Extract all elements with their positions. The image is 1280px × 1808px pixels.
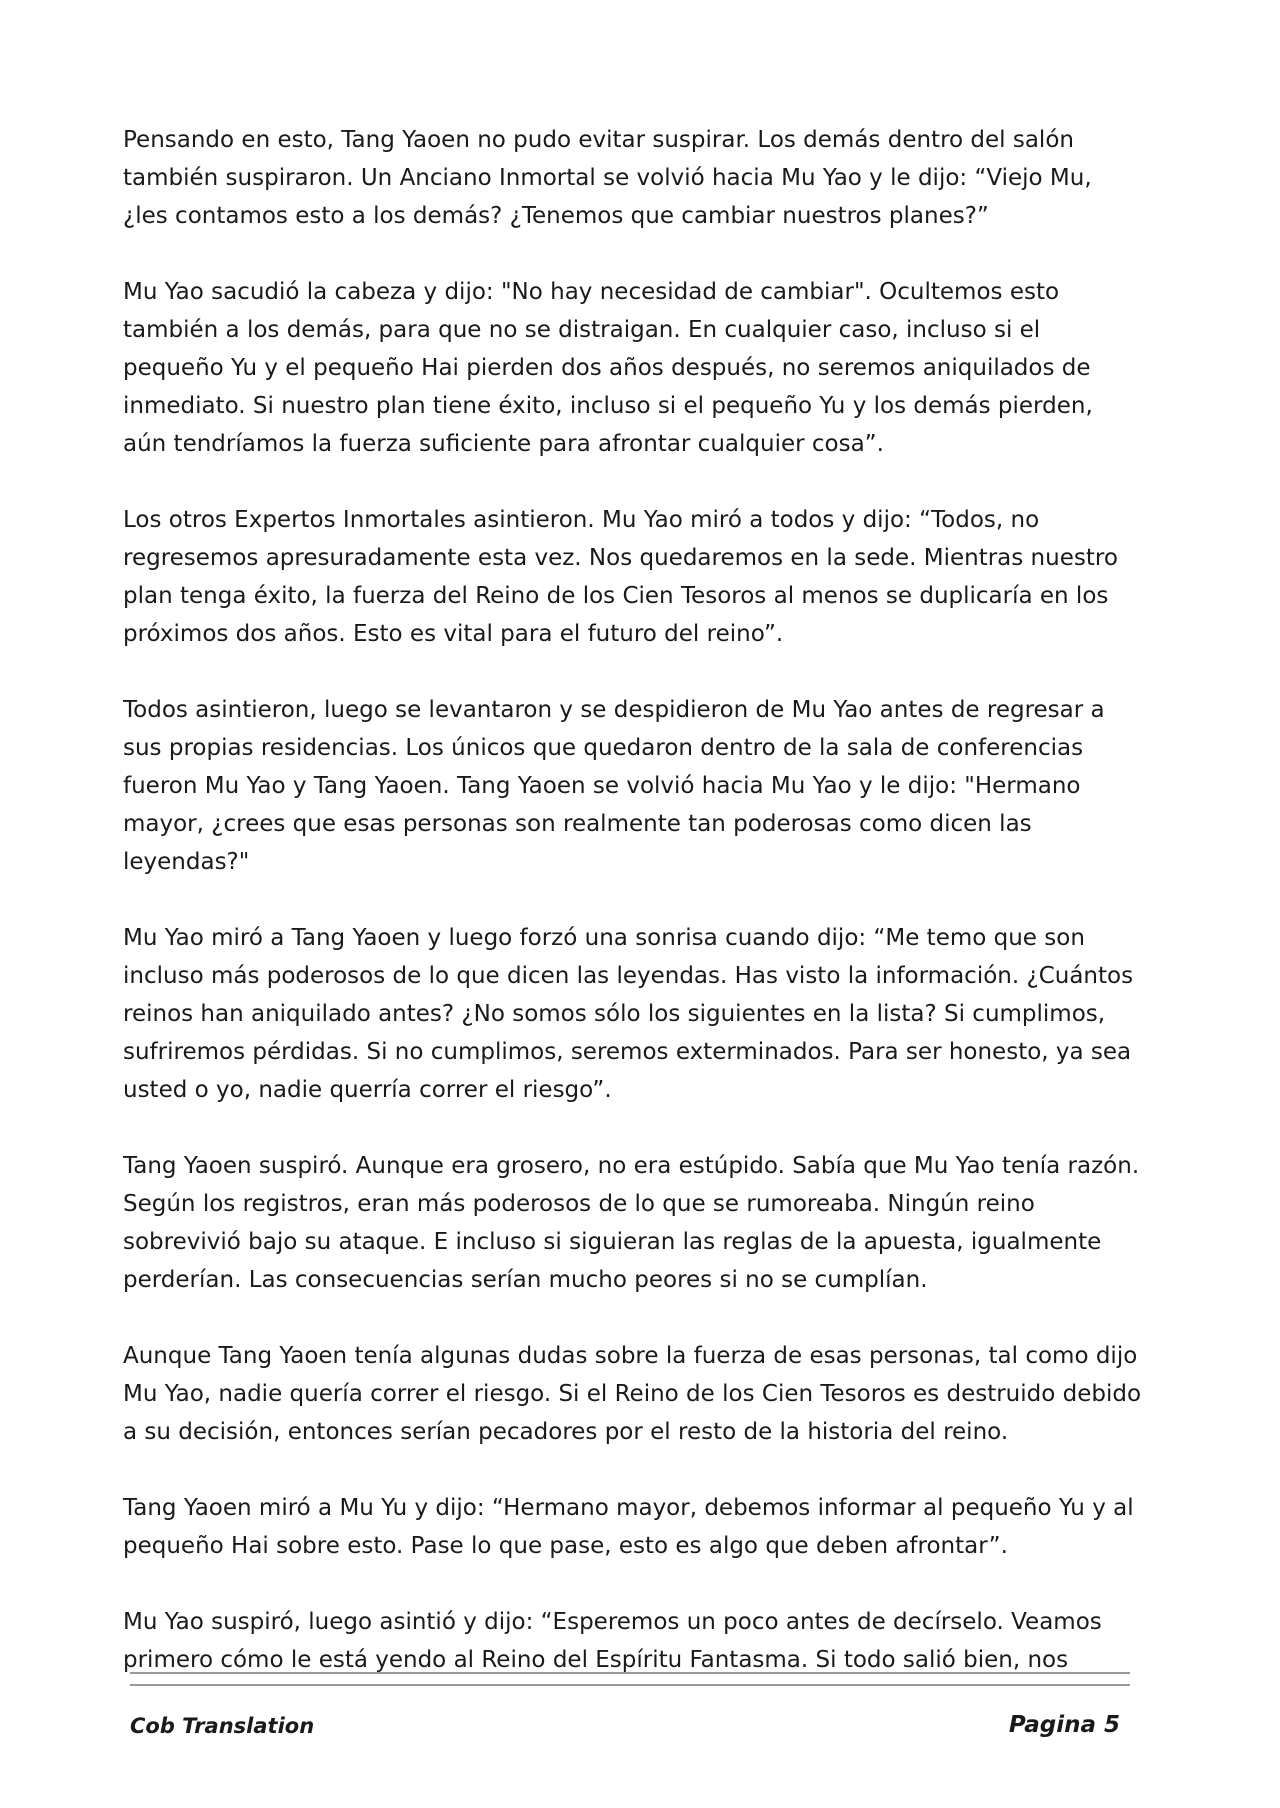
paragraph: Tang Yaoen suspiró. Aunque era grosero, no era estúpido. Sabía que Mu Yao tenía razón. Según los registros, eran más poderosos de lo que se rumoreaba. Ningún reino sobrevivió bajo su ataque. E incluso si siguieran las reglas de la apuesta, igualmente perderían. Las consecuencias serían mucho peores si no se cumplían.	[123, 1153, 1140, 1293]
paragraph: Mu Yao miró a Tang Yaoen y luego forzó una sonrisa cuando dijo: “Me temo que son incluso más poderosos de lo que dicen las leyendas. Has visto la información. ¿Cuántos reinos han aniquilado antes? ¿No somos sólo los siguientes en la lista? Si cumplimos, sufriremos pérdidas. Si no cumplimos, seremos exterminados. Para ser honesto, ya sea usted o yo, nadie querría correr el riesgo”.	[123, 925, 1134, 1103]
paragraph: Los otros Expertos Inmortales asintieron. Mu Yao miró a todos y dijo: “Todos, no regresemos apresuradamente esta vez. Nos quedaremos en la sede. Mientras nuestro plan tenga éxito, la fuerza del Reino de los Cien Tesoros al menos se duplicaría en los próximos dos años. Esto es vital para el futuro del reino”.	[123, 507, 1118, 647]
paragraph: Mu Yao sacudió la cabeza y dijo: "No hay necesidad de cambiar". Ocultemos esto también a los demás, para que no se distraigan. En cualquier caso, incluso si el pequeño Yu y el pequeño Hai pierden dos años después, no seremos aniquilados de inmediato. Si nuestro plan tiene éxito, incluso si el pequeño Yu y los demás pierden, aún tendríamos la fuerza suficiente para afrontar cualquier cosa”.	[123, 279, 1093, 457]
footer-source: Cob Translation	[130, 1714, 315, 1738]
footer-divider-bottom	[130, 1684, 1130, 1686]
paragraph: Pensando en esto, Tang Yaoen no pudo evitar suspirar. Los demás dentro del salón también suspiraron. Un Anciano Inmortal se volvió hacia Mu Yao y le dijo: “Viejo Mu, ¿les contamos esto a los demás? ¿Tenemos que cambiar nuestros planes?”	[123, 127, 1092, 229]
footer-divider-top	[130, 1672, 1130, 1674]
paragraph: Aunque Tang Yaoen tenía algunas dudas sobre la fuerza de esas personas, tal como dijo Mu Yao, nadie quería correr el riesgo. Si el Reino de los Cien Tesoros es destruido debido a su decisión, entonces serían pecadores por el resto de la historia del reino.	[123, 1343, 1142, 1445]
paragraph: Mu Yao suspiró, luego asintió y dijo: “Esperemos un poco antes de decírselo. Veamos primero cómo le está yendo al Reino del Espíritu Fantasma. Si todo salió bien, nos	[123, 1609, 1102, 1673]
paragraph: Todos asintieron, luego se levantaron y se despidieron de Mu Yao antes de regresar a sus propias residencias. Los únicos que quedaron dentro de la sala de conferencias fueron Mu Yao y Tang Yaoen. Tang Yaoen se volvió hacia Mu Yao y le dijo: "Hermano mayor, ¿crees que esas personas son realmente tan poderosas como dicen las leyendas?"	[123, 697, 1105, 875]
page-number: Pagina 5	[1008, 1712, 1120, 1738]
paragraph: Tang Yaoen miró a Mu Yu y dijo: “Hermano mayor, debemos informar al pequeño Yu y al pequeño Hai sobre esto. Pase lo que pase, esto es algo que deben afrontar”.	[123, 1495, 1134, 1559]
page-body	[123, 121, 1143, 1679]
